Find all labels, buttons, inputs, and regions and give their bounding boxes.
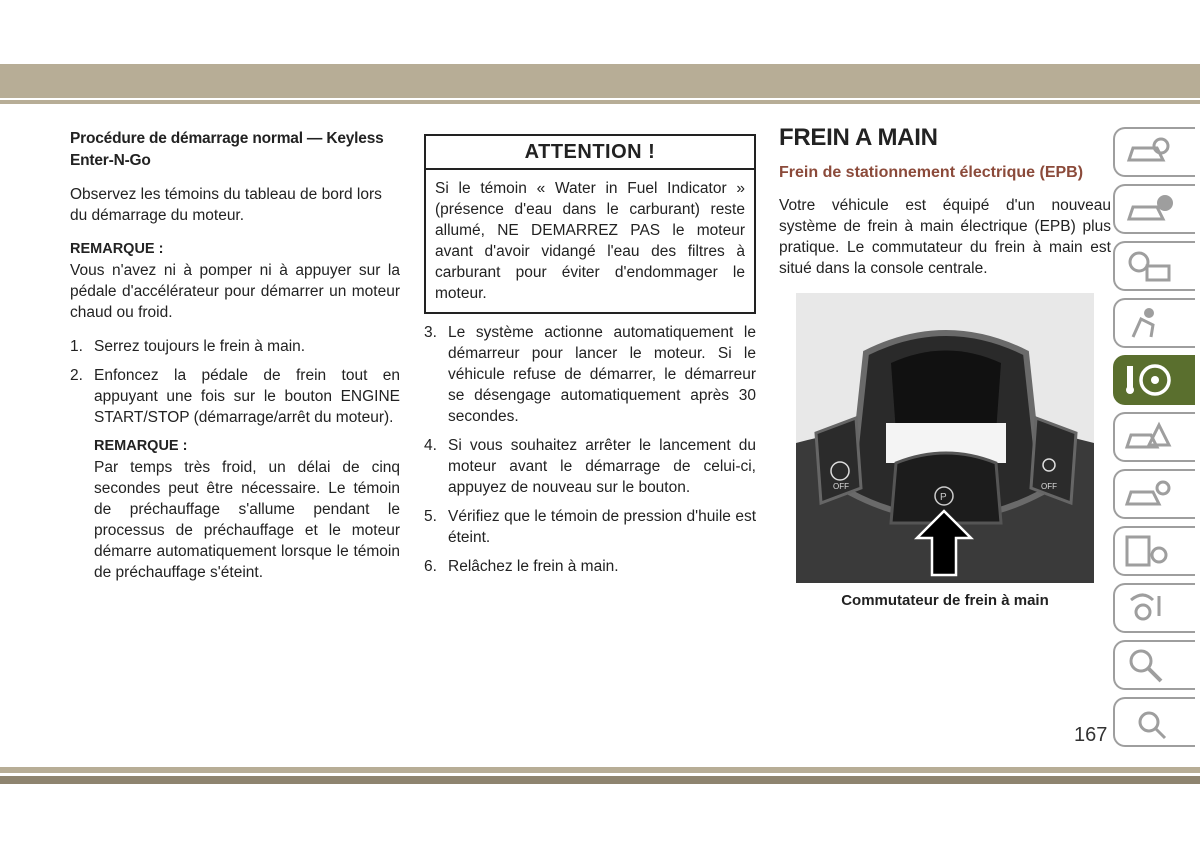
photo-label-off-right: OFF	[1041, 482, 1057, 491]
column-right	[779, 125, 1111, 292]
column-left	[70, 128, 400, 596]
car-info-icon	[1123, 191, 1173, 227]
tab-technical[interactable]	[1113, 526, 1195, 576]
tab-emergency[interactable]	[1113, 412, 1195, 462]
tab-safety[interactable]	[1113, 298, 1195, 348]
column-middle	[424, 134, 756, 585]
section-paragraph: Votre véhicule est équipé d'un nouveau système de frein à main électrique (EPB) plus pratique. Le commutateur du frein à main est situé dans la console centrale.	[779, 197, 1111, 277]
search-icon	[1123, 647, 1173, 683]
attention-text: Si le témoin « Water in Fuel Indicator » (présence d'eau dans le carburant) reste allumé, NE DEMARREZ PAS le moteur avant d'avoir vidangé l'eau des filtres à carburant pour éviter d'endommager le moteur.	[435, 180, 745, 302]
index-alphabet-icon	[1123, 704, 1173, 740]
airbag-seat-icon	[1123, 305, 1173, 341]
brake-console-illustration	[796, 293, 1094, 583]
step-text: Enfoncez la pédale de frein tout en appuyant une fois sur le bouton ENGINE START/STOP (démarrage/arrêt du moteur).	[94, 367, 400, 426]
step-text: Si vous souhaitez arrêter le lancement du moteur avant le démarrage de celui-ci, appuyez de nouveau sur le bouton.	[448, 437, 756, 496]
steps-list	[70, 336, 400, 428]
multimedia-icon	[1123, 590, 1173, 626]
key-steering-wheel-icon	[1123, 362, 1173, 398]
tab-multimedia[interactable]	[1113, 583, 1195, 633]
step-number: 1.	[70, 338, 83, 355]
remark-text: Par temps très froid, un délai de cinq secondes peut être nécessaire. Le témoin de préchauffage s'allume pendant le processus de préchauffage et le moteur démarre automatiquement lorsque le témoin de préchauffage s'éteint.	[94, 459, 400, 581]
sub-remark	[94, 436, 400, 583]
list-item	[70, 336, 400, 357]
attention-box	[424, 134, 756, 314]
step-text: Le système actionne automatiquement le démarreur pour lancer le moteur. Si le véhicule refuse de démarrer, le démarreur se désengage automatiquement après 30 secondes.	[448, 324, 756, 425]
step-text: Relâchez le frein à main.	[448, 558, 619, 575]
list-item	[424, 556, 756, 577]
tab-car-info[interactable]	[1113, 184, 1195, 234]
procedure-heading: Procédure de démarrage normal — Keyless Enter-N-Go	[70, 130, 384, 169]
step-number: 5.	[424, 508, 437, 525]
photo-label-off-left: OFF	[833, 482, 849, 491]
step-text: Serrez toujours le frein à main.	[94, 338, 306, 355]
page-number: 167	[1074, 724, 1108, 746]
intro-paragraph: Observez les témoins du tableau de bord lors du démarrage du moteur.	[70, 186, 382, 224]
list-item	[424, 435, 756, 498]
step-number: 2.	[70, 367, 83, 384]
footer-rule	[0, 776, 1200, 784]
attention-title: ATTENTION !	[426, 136, 754, 170]
list-item	[70, 365, 400, 428]
car-service-icon	[1123, 476, 1173, 512]
step-number: 3.	[424, 324, 437, 341]
list-item	[424, 322, 756, 427]
header-rule	[0, 100, 1200, 104]
tab-warning-lights[interactable]	[1113, 241, 1195, 291]
steps-list	[424, 322, 756, 577]
remark-title: REMARQUE :	[70, 241, 164, 257]
tab-car-search[interactable]	[1113, 127, 1195, 177]
car-search-icon	[1123, 134, 1173, 170]
section-title: FREIN A MAIN	[779, 124, 938, 151]
parking-brake-photo	[796, 293, 1094, 583]
footer-band	[0, 767, 1200, 773]
tab-starting-operating[interactable]	[1113, 355, 1195, 405]
chapter-tabs	[1113, 127, 1200, 754]
settings-list-icon	[1123, 533, 1173, 569]
header-band	[0, 64, 1200, 98]
remark-title: REMARQUE :	[94, 438, 188, 454]
photo-label-p: P	[940, 492, 947, 503]
car-warning-icon	[1123, 419, 1173, 455]
step-number: 4.	[424, 437, 437, 454]
photo-caption: Commutateur de frein à main	[841, 592, 1049, 609]
step-text: Vérifiez que le témoin de pression d'huile est éteint.	[448, 508, 756, 546]
tab-index[interactable]	[1113, 697, 1195, 747]
remark-text: Vous n'avez ni à pomper ni à appuyer sur la pédale d'accélérateur pour démarrer un moteur chaud ou froid.	[70, 262, 400, 321]
tab-search[interactable]	[1113, 640, 1195, 690]
section-subtitle: Frein de stationnement électrique (EPB)	[779, 164, 1084, 181]
tab-servicing[interactable]	[1113, 469, 1195, 519]
warning-light-message-icon	[1123, 248, 1173, 284]
list-item	[424, 506, 756, 548]
step-number: 6.	[424, 558, 437, 575]
